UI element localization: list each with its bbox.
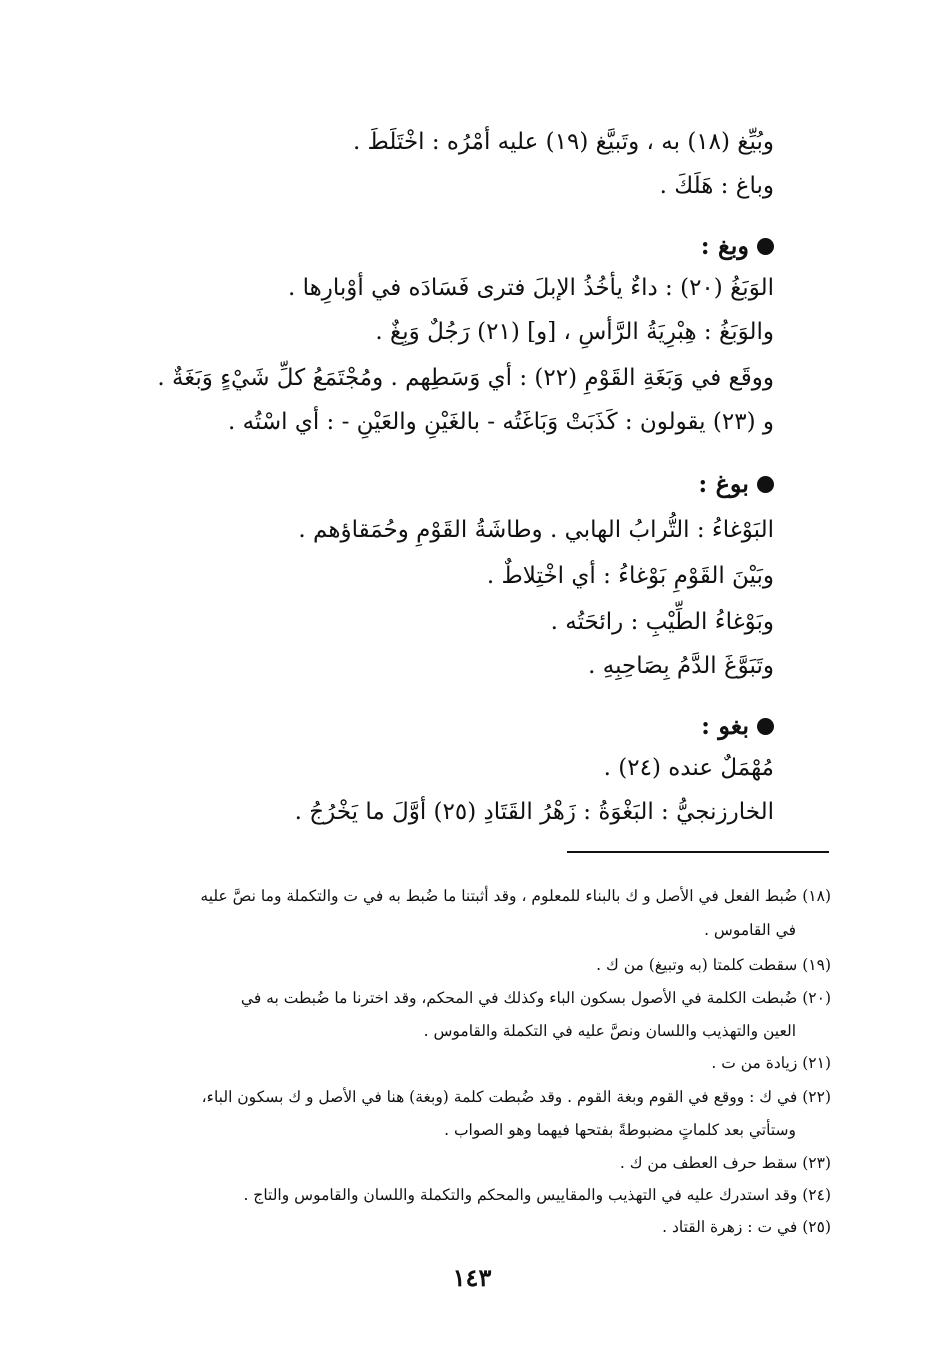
section-heading-bghw: [120, 706, 774, 746]
section-heading-wbgh: [120, 226, 774, 266]
page-number: ١٤٣: [452, 1263, 492, 1292]
footnote: (٢٠) ضُبطت الكلمة في الأصول بسكون الباء وكذلك في المحكم، وقد اخترنا ما ضُبطت به في: [240, 989, 831, 1007]
footnote: (١٨) ضُبط الفعل في الأصل و ك بالبناء للمعلوم ، وقد أثبتنا ما ضُبط به في ت والتكملة وما نصَّ عليه: [200, 887, 831, 905]
entry-line: والوَبَغُ : هِبْرِيَةُ الرَّأسِ ، [و] (٢١) رَجُلٌ وَبِغٌ .: [375, 319, 774, 345]
entry-line: و (٢٣) يقولون : كَذَبَتْ وَبَاغَتُه - بالغَيْنِ والعَيْنِ - : أي اسْتُه .: [227, 409, 774, 435]
entry-line: الوَبَغُ (٢٠) : داءٌ يأخُذُ الإبلَ فترى فَسَادَه في أوْبارِها .: [288, 275, 774, 301]
bullet-icon: [757, 476, 774, 493]
footnote: (١٩) سقطت كلمتا (به وتبيغ) من ك .: [596, 956, 831, 974]
footnote: (٢٣) سقط حرف العطف من ك .: [619, 1154, 831, 1172]
footnote-continuation: وستأتي بعد كلماتٍ مضبوطةً بفتحها فيهما وهو الصواب .: [444, 1121, 796, 1139]
entry-line: وتَبَوَّغَ الدَّمُ بِصَاحِبِهِ .: [588, 653, 774, 679]
entry-line: ووقَع في وَبَغَةِ القَوْمِ (٢٢) : أي وَسَطِهم . ومُجْتَمَعُ كلِّ شَيْءٍ وَبَغَةٌ .: [157, 365, 774, 391]
entry-line: وبَيْنَ القَوْمِ بَوْغاءُ : أي اخْتِلاطٌ .: [486, 563, 774, 589]
section-heading-bwgh: [120, 464, 774, 504]
footnote-continuation: العين والتهذيب واللسان ونصَّ عليه في التكملة والقاموس .: [423, 1022, 796, 1040]
heading-text: بغو :: [701, 711, 749, 740]
heading-text: وبغ :: [700, 231, 749, 260]
footnote-continuation: في القاموس .: [704, 921, 796, 939]
bullet-icon: [757, 238, 774, 255]
footnote: (٢٤) وقد استدرك عليه في التهذيب والمقاييس والمحكم والتكملة واللسان والقاموس والتاج .: [243, 1186, 831, 1204]
heading-text: بوغ :: [698, 469, 749, 498]
bullet-icon: [757, 718, 774, 735]
footnote: (٢٢) في ك : ووقع في القوم وبغة القوم . وقد ضُبطت كلمة (وبغة) هنا في الأصل و ك بسكون الباء،: [201, 1088, 831, 1106]
footnote: (٢١) زيادة من ت .: [711, 1054, 831, 1072]
entry-line: وبَوْغاءُ الطِّيْبِ : رائحَتُه .: [550, 609, 774, 635]
footnote: (٢٥) في ت : زهرة القتاد .: [662, 1218, 831, 1236]
entry-line: وباغ : هَلَكَ .: [659, 173, 774, 199]
footnote-divider: [567, 851, 829, 853]
entry-line: وبُيِّغ (١٨) به ، وتَبيَّغ (١٩) عليه أمْرُه : اخْتَلَطَ .: [352, 129, 774, 155]
entry-line: البَوْغاءُ : التُّرابُ الهابي . وطاشَةُ القَوْمِ وحُمَقاؤهم .: [298, 517, 774, 543]
entry-line: مُهْمَلٌ عنده (٢٤) .: [603, 755, 774, 781]
entry-line: الخارزنجيُّ : البَغْوَةُ : زَهْرُ القَتَادِ (٢٥) أوَّلَ ما يَخْرُجُ .: [294, 799, 774, 825]
